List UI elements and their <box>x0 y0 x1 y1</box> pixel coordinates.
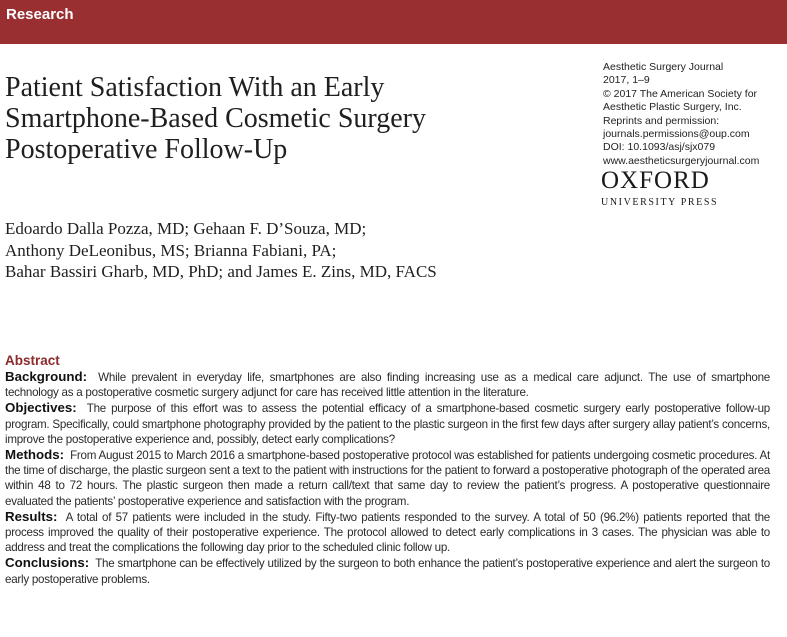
abstract-conclusions <box>5 555 770 586</box>
permissions-email[interactable]: journals.permissions@oup.com <box>603 128 750 141</box>
article-title <box>5 72 525 165</box>
reprints-label: Reprints and permission: <box>603 114 720 127</box>
section-label: Background: <box>5 369 88 384</box>
journal-year-pages: 2017, 1–9 <box>603 74 650 87</box>
title-line: Postoperative Follow-Up <box>5 134 288 165</box>
section-label: Methods: <box>5 447 65 463</box>
journal-website[interactable]: www.aestheticsurgeryjournal.com <box>603 154 760 167</box>
section-label: Conclusions: <box>5 555 90 571</box>
section-label: Objectives: <box>5 400 77 416</box>
title-line: Patient Satisfaction With an Early <box>5 72 385 103</box>
author-list <box>5 218 605 283</box>
author-line: Bahar Bassiri Gharb, MD, PhD; and James E. Zins, MD, FACS <box>5 262 437 281</box>
journal-info <box>603 61 783 168</box>
doi[interactable]: DOI: 10.1093/asj/sjx079 <box>603 141 716 154</box>
publisher-logo <box>601 168 718 208</box>
copyright-line: © 2017 The American Society for <box>603 87 758 100</box>
publisher-name: OXFORD <box>601 167 710 194</box>
section-text: While prevalent in everyday life, smartphones are also finding increasing use as a medical care adjunct. The use of smartphone technology as a postoperative cosmetic surgery adjunct for care has received little attention in the literature. <box>5 371 770 400</box>
section-label: Results: <box>5 508 58 524</box>
publisher-sub: UNIVERSITY PRESS <box>601 197 719 208</box>
section-banner <box>0 0 787 44</box>
copyright-line: Aesthetic Plastic Surgery, Inc. <box>603 101 742 114</box>
abstract-results <box>5 509 770 556</box>
section-text: From August 2015 to March 2016 a smartphone-based postoperative protocol was established for patients undergoing cosmetic procedures. At the time of discharge, the plastic surgeon sent a text to the patient with instructions for the patient to forward a postoperative photograph of the operated area within 48 to 72 hours. The plastic surgeon then made a return call/text that same day to review the patient’s progress. A postoperative questionnaire evaluated the patients’ postoperative experience and satisfaction with the program. <box>5 449 770 508</box>
section-text: The smartphone can be effectively utilized by the surgeon to both enhance the patient’s postoperative experience and alert the surgeon to early postoperative problems. <box>5 557 770 586</box>
abstract-background <box>5 369 770 400</box>
section-label: Research <box>6 6 74 23</box>
abstract-heading: Abstract <box>5 353 60 368</box>
section-text: A total of 57 patients were included in the study. Fifty-two patients responded to the survey. A total of 50 (96.2%) patients reported that the process improved the quality of their postoperative experience. The protocol allowed to detect early complications in 3 cases. The physician was able to address and treat the complications the following day prior to the scheduled clinic follow up. <box>5 510 770 555</box>
abstract-objectives <box>5 400 770 447</box>
author-line: Anthony DeLeonibus, MS; Brianna Fabiani, PA; <box>5 240 337 260</box>
title-line: Smartphone-Based Cosmetic Surgery <box>5 103 426 134</box>
abstract-methods <box>5 447 770 509</box>
abstract <box>5 352 770 587</box>
author-line: Edoardo Dalla Pozza, MD; Gehaan F. D’Souza, MD; <box>5 219 367 238</box>
section-text: The purpose of this effort was to assess the potential efficacy of a smartphone-based cosmetic surgery early postoperative follow-up program. Specifically, could smartphone photography provided by the patient to the plastic surgeon in the first few days after surgery allay patient’s concerns, improve the postoperative experience and, possibly, detect early complications? <box>5 402 771 446</box>
journal-name: Aesthetic Surgery Journal <box>603 61 724 73</box>
